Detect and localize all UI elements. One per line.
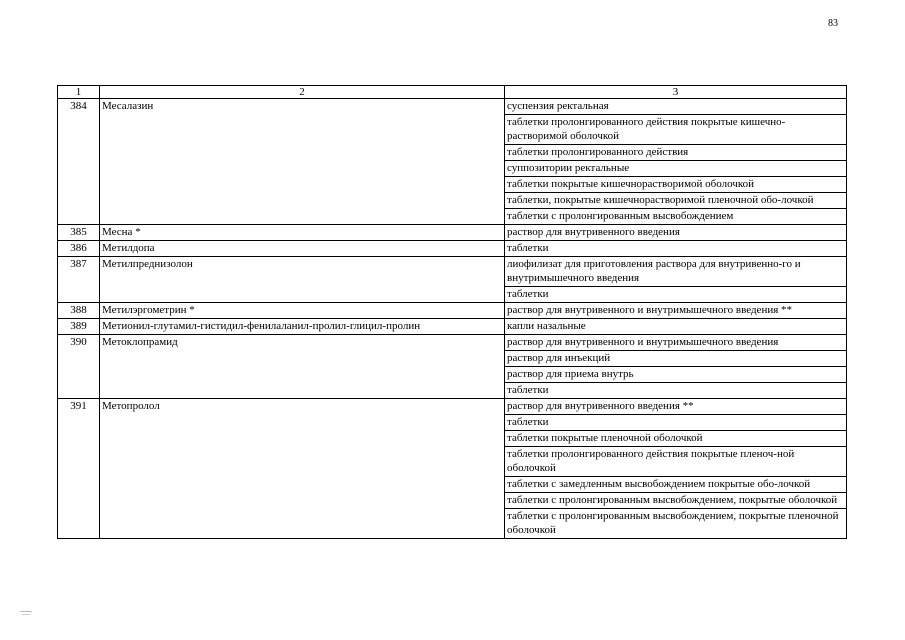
dosage-form: таблетки с замедленным высвобождением покрытые обо-лочкой xyxy=(505,477,847,493)
dosage-form: раствор для приема внутрь xyxy=(505,367,847,383)
table-row xyxy=(58,399,847,415)
dosage-form: таблетки пролонгированного действия покрытые кишечно-растворимой оболочкой xyxy=(505,115,847,145)
entry-number: 384 xyxy=(58,99,100,225)
drug-name: Метилпреднизолон xyxy=(100,257,505,303)
dosage-form: таблетки xyxy=(505,287,847,303)
table-row xyxy=(58,257,847,287)
entry-number: 387 xyxy=(58,257,100,303)
table-row xyxy=(58,319,847,335)
dosage-form: раствор для внутривенного и внутримышечного введения xyxy=(505,335,847,351)
entry-number: 386 xyxy=(58,241,100,257)
dosage-form: таблетки xyxy=(505,415,847,431)
table-row xyxy=(58,303,847,319)
dosage-form: суспензия ректальная xyxy=(505,99,847,115)
drug-name: Месна * xyxy=(100,225,505,241)
table-row xyxy=(58,99,847,115)
dosage-form: таблетки с пролонгированным высвобождением, покрытые оболочкой xyxy=(505,493,847,509)
drug-name: Метионил-глутамил-гистидил-фенилаланил-пролил-глицил-пролин xyxy=(100,319,505,335)
drug-name: Метоклопрамид xyxy=(100,335,505,399)
drug-table xyxy=(57,85,847,539)
dosage-form: таблетки пролонгированного действия xyxy=(505,145,847,161)
entry-number: 390 xyxy=(58,335,100,399)
header-col-1: 1 xyxy=(58,86,100,99)
table-row xyxy=(58,225,847,241)
table-row xyxy=(58,241,847,257)
table-row xyxy=(58,335,847,351)
drug-name: Метопролол xyxy=(100,399,505,539)
dosage-form: таблетки, покрытые кишечнорастворимой пленочной обо-лочкой xyxy=(505,193,847,209)
table-body xyxy=(58,99,847,539)
table-header xyxy=(58,86,847,99)
entry-number: 385 xyxy=(58,225,100,241)
header-col-2: 2 xyxy=(100,86,505,99)
entry-number: 389 xyxy=(58,319,100,335)
dosage-form: раствор для внутривенного введения ** xyxy=(505,399,847,415)
dosage-form: таблетки xyxy=(505,241,847,257)
dosage-form: раствор для инъекций xyxy=(505,351,847,367)
header-col-3: 3 xyxy=(505,86,847,99)
dosage-form: таблетки пролонгированного действия покрытые пленоч-ной оболочкой xyxy=(505,447,847,477)
drug-name: Метилэргометрин * xyxy=(100,303,505,319)
dosage-form: раствор для внутривенного введения xyxy=(505,225,847,241)
page-number: 83 xyxy=(828,18,838,29)
entry-number: 391 xyxy=(58,399,100,539)
dosage-form: лиофилизат для приготовления раствора для внутривенно-го и внутримышечного введения xyxy=(505,257,847,287)
dosage-form: капли назальные xyxy=(505,319,847,335)
dosage-form: таблетки xyxy=(505,383,847,399)
header-row xyxy=(58,86,847,99)
drug-name: Месалазин xyxy=(100,99,505,225)
dosage-form: таблетки с пролонгированным высвобождением, покрытые пленочной оболочкой xyxy=(505,509,847,539)
drug-name: Метилдопа xyxy=(100,241,505,257)
dosage-form: таблетки с пролонгированным высвобождением xyxy=(505,209,847,225)
dosage-form: суппозитории ректальные xyxy=(505,161,847,177)
scan-artifact xyxy=(22,614,30,615)
scan-artifact xyxy=(20,611,32,612)
dosage-form: таблетки покрытые кишечнорастворимой оболочкой xyxy=(505,177,847,193)
entry-number: 388 xyxy=(58,303,100,319)
dosage-form: раствор для внутривенного и внутримышечного введения ** xyxy=(505,303,847,319)
dosage-form: таблетки покрытые пленочной оболочкой xyxy=(505,431,847,447)
